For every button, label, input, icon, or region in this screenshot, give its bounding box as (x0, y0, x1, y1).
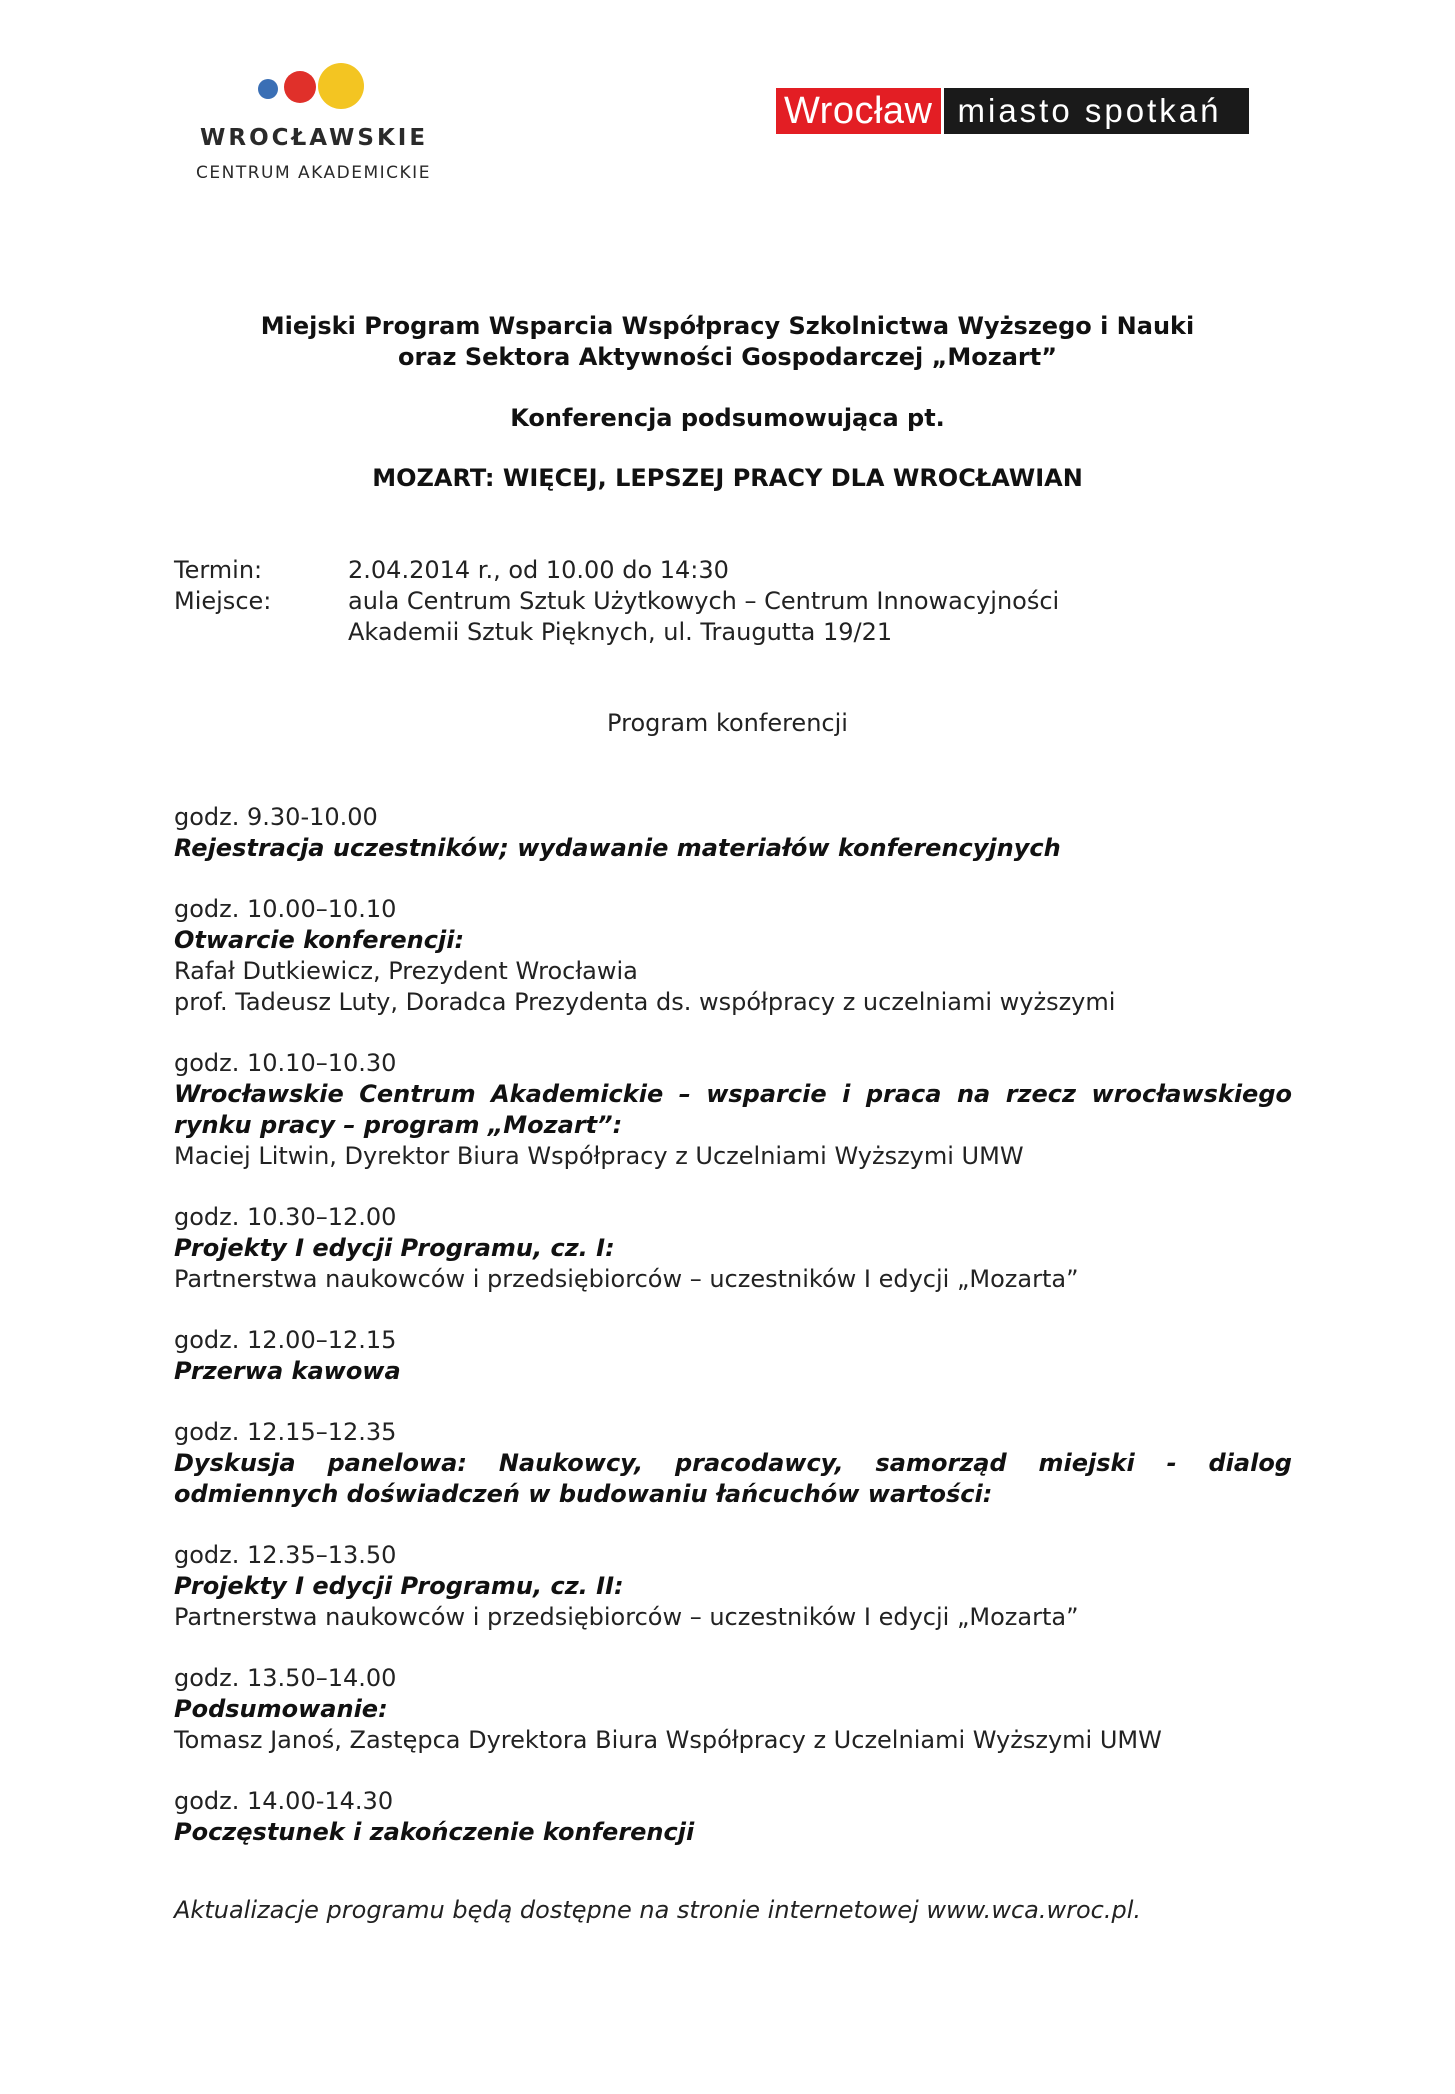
logo-name: WROCŁAWSKIE (200, 125, 429, 151)
agenda-title: Przerwa kawowa (174, 1357, 401, 1385)
agenda-title: Rejestracja uczestników; wydawanie materiałów konferencyjnych (174, 834, 1061, 862)
agenda-time: godz. 12.00–12.15 (174, 1326, 397, 1354)
logo-subtitle: CENTRUM AKADEMICKIE (196, 163, 431, 183)
conference-title: MOZART: WIĘCEJ, LEPSZEJ PRACY DLA WROCŁAWIAN (372, 464, 1083, 492)
program-title-line1: Miejski Program Wsparcia Współpracy Szkolnictwa Wyższego i Nauki (260, 312, 1195, 340)
agenda-item (174, 1786, 1292, 1848)
agenda-time: godz. 14.00-14.30 (174, 1787, 394, 1815)
term-value: 2.04.2014 r., od 10.00 do 14:30 (348, 556, 729, 584)
agenda-time: godz. 10.10–10.30 (174, 1049, 397, 1077)
wroclaw-logo (776, 88, 1249, 134)
agenda-list (174, 802, 1292, 1878)
agenda-speaker: Rafał Dutkiewicz, Prezydent Wrocławia (174, 957, 638, 985)
agenda-speaker: prof. Tadeusz Luty, Doradca Prezydenta ds. współpracy z uczelniami wyższymi (174, 988, 1116, 1016)
agenda-item (174, 802, 1292, 864)
agenda-speaker: Maciej Litwin, Dyrektor Biura Współpracy z Uczelniami Wyższymi UMW (174, 1142, 1024, 1170)
agenda-time: godz. 12.15–12.35 (174, 1418, 397, 1446)
agenda-title: Dyskusja panelowa: Naukowcy, pracodawcy, samorząd miejski - dialog odmiennych doświadczeń w budowaniu łańcuchów wartości: (174, 1449, 1292, 1508)
program-heading: Program konferencji (607, 709, 848, 737)
wroclaw-logo-red: Wrocław (776, 88, 941, 134)
program-title-line2: oraz Sektora Aktywności Gospodarczej „Mozart” (397, 343, 1057, 371)
agenda-time: godz. 9.30-10.00 (174, 803, 378, 831)
place-value-line2: Akademii Sztuk Pięknych, ul. Traugutta 19/21 (348, 618, 893, 646)
agenda-title: Projekty I edycji Programu, cz. II: (174, 1572, 624, 1600)
logo-dots-icon (258, 61, 378, 111)
agenda-speaker: Tomasz Janoś, Zastępca Dyrektora Biura Współpracy z Uczelniami Wyższymi UMW (174, 1726, 1162, 1754)
agenda-item (174, 1048, 1292, 1172)
agenda-time: godz. 12.35–13.50 (174, 1541, 397, 1569)
agenda-time: godz. 10.00–10.10 (174, 895, 397, 923)
wroclaw-logo-slogan: miasto spotkań (941, 88, 1250, 134)
agenda-item (174, 1417, 1292, 1510)
agenda-title: Wrocławskie Centrum Akademickie – wsparcie i praca na rzecz wrocławskiego rynku pracy – program „Mozart”: (174, 1080, 1292, 1139)
agenda-time: godz. 10.30–12.00 (174, 1203, 397, 1231)
agenda-item (174, 1663, 1292, 1756)
agenda-title: Poczęstunek i zakończenie konferencji (174, 1818, 695, 1846)
conference-subtitle: Konferencja podsumowująca pt. (510, 404, 945, 432)
agenda-item (174, 1540, 1292, 1633)
agenda-title: Podsumowanie: (174, 1695, 388, 1723)
agenda-item (174, 894, 1292, 1018)
term-label: Termin: (174, 556, 263, 584)
footer-note: Aktualizacje programu będą dostępne na stronie internetowej www.wca.wroc.pl. (174, 1896, 1142, 1924)
place-value-line1: aula Centrum Sztuk Użytkowych – Centrum Innowacyjności (348, 587, 1060, 615)
agenda-time: godz. 13.50–14.00 (174, 1664, 397, 1692)
place-label: Miejsce: (174, 587, 272, 615)
agenda-detail: Partnerstwa naukowców i przedsiębiorców – uczestników I edycji „Mozarta” (174, 1603, 1079, 1631)
agenda-item (174, 1202, 1292, 1295)
wca-logo (190, 55, 460, 185)
agenda-title: Projekty I edycji Programu, cz. I: (174, 1234, 615, 1262)
agenda-item (174, 1325, 1292, 1387)
agenda-detail: Partnerstwa naukowców i przedsiębiorców – uczestników I edycji „Mozarta” (174, 1265, 1079, 1293)
agenda-title: Otwarcie konferencji: (174, 926, 465, 954)
